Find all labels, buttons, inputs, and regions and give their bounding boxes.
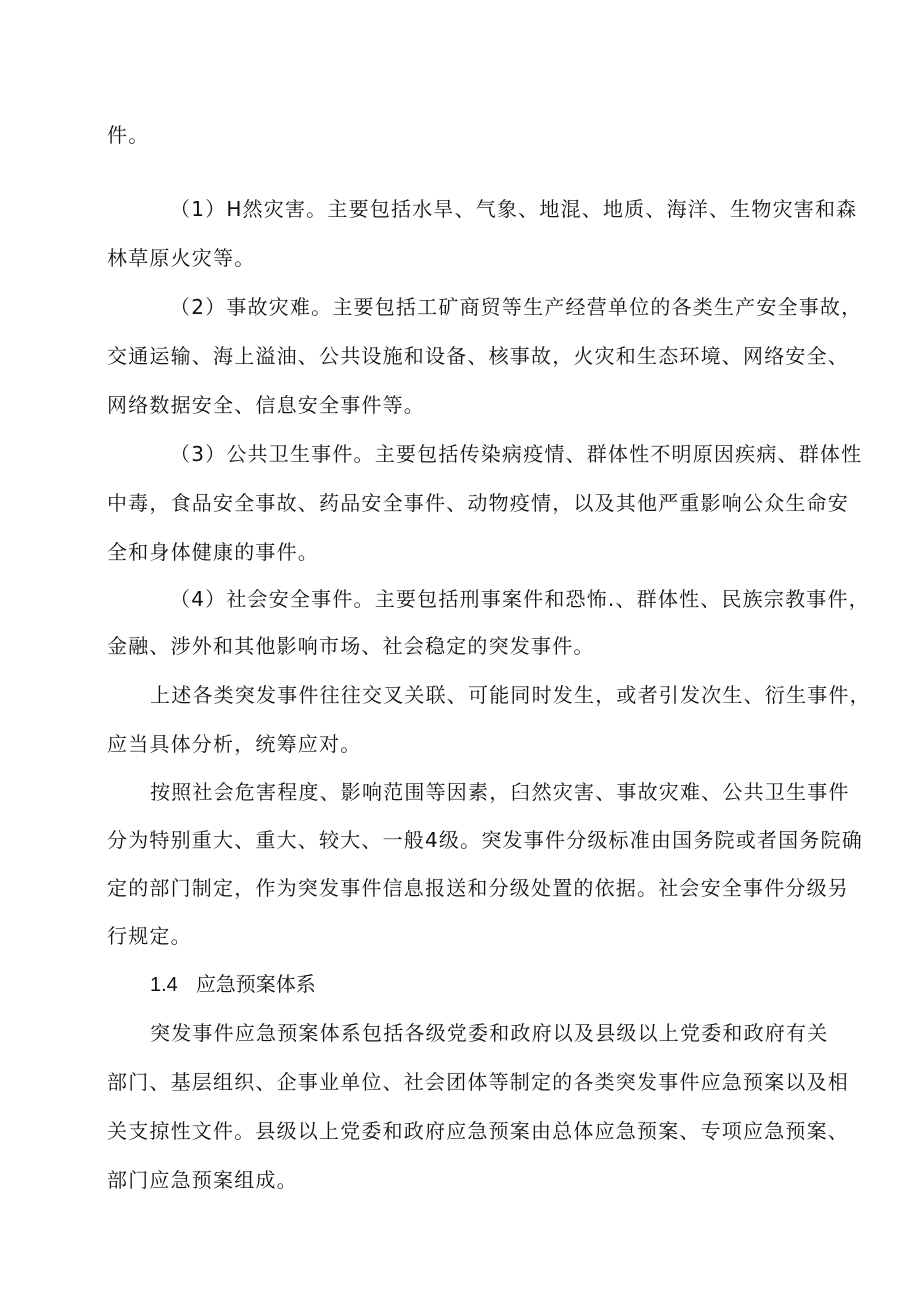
- text-line-12: 上述各类突发事件往往交叉关联、可能同时发生，或者引发次生、衍生事件，: [150, 683, 871, 707]
- text-line-21: 部门应急预案组成。: [107, 1168, 298, 1192]
- text-line-19: 部门、基层组织、企事业单位、社会团体等制定的各类突发事件应急预案以及相: [107, 1070, 849, 1094]
- text-line-3: 林草原火灾等。: [107, 246, 256, 270]
- text-line-7: （3）公共卫生事件。主要包括传染病疫情、群体性不明原因疾病、群体性: [170, 442, 863, 466]
- text-line-2: （1）H然灾害。主要包括水旱、气象、地混、地质、海洋、生物灾害和森: [170, 197, 858, 221]
- text-line-14: 按照社会危害程度、影响范围等因素，臼然灾害、事故灾难、公共卫生事件: [150, 780, 850, 804]
- text-line-15: 分为特别重大、重大、较大、一般4级。突发事件分级标准由国务院或者国务院确: [107, 828, 863, 852]
- text-line-11: 金融、涉外和其他影响市场、社会稳定的突发事件。: [107, 634, 595, 658]
- text-line-1: 件。: [107, 123, 150, 147]
- text-line-5: 交通运输、海上溢油、公共设施和设备、核事故，火灾和生态环境、网络安全、: [107, 344, 849, 368]
- text-line-9: 全和身体健康的事件。: [107, 540, 319, 564]
- text-line-4: （2）事故灾难。主要包括工矿商贸等生产经营单位的各类生产安全事故，: [170, 295, 863, 319]
- text-line-10: （4）社会安全事件。主要包括刑事案件和恐怖.、群体性、民族宗教事件，: [170, 587, 870, 611]
- text-line-13: 应当具体分析，统筹应对。: [107, 732, 362, 756]
- text-line-20: 关支掠性文件。县级以上党委和政府应急预案由总体应急预案、专项应急预案、: [107, 1119, 849, 1143]
- text-line-18: 突发事件应急预案体系包括各级党委和政府以及县级以上党委和政府有关: [150, 1021, 829, 1045]
- text-line-16: 定的部门制定，作为突发事件信息报送和分级处置的依据。社会安全事件分级另: [107, 876, 849, 900]
- section-number: 1.4: [150, 974, 178, 996]
- text-line-17: 行规定。: [107, 924, 192, 948]
- section-title: 应急预案体系: [195, 972, 316, 996]
- text-line-6: 网络数据安全、信息安全事件等。: [107, 393, 425, 417]
- text-line-8: 中毒，食品安全事故、药品安全事件、动物疫情，以及其他严重影响公众生命安: [107, 491, 849, 515]
- section-heading: [150, 970, 316, 998]
